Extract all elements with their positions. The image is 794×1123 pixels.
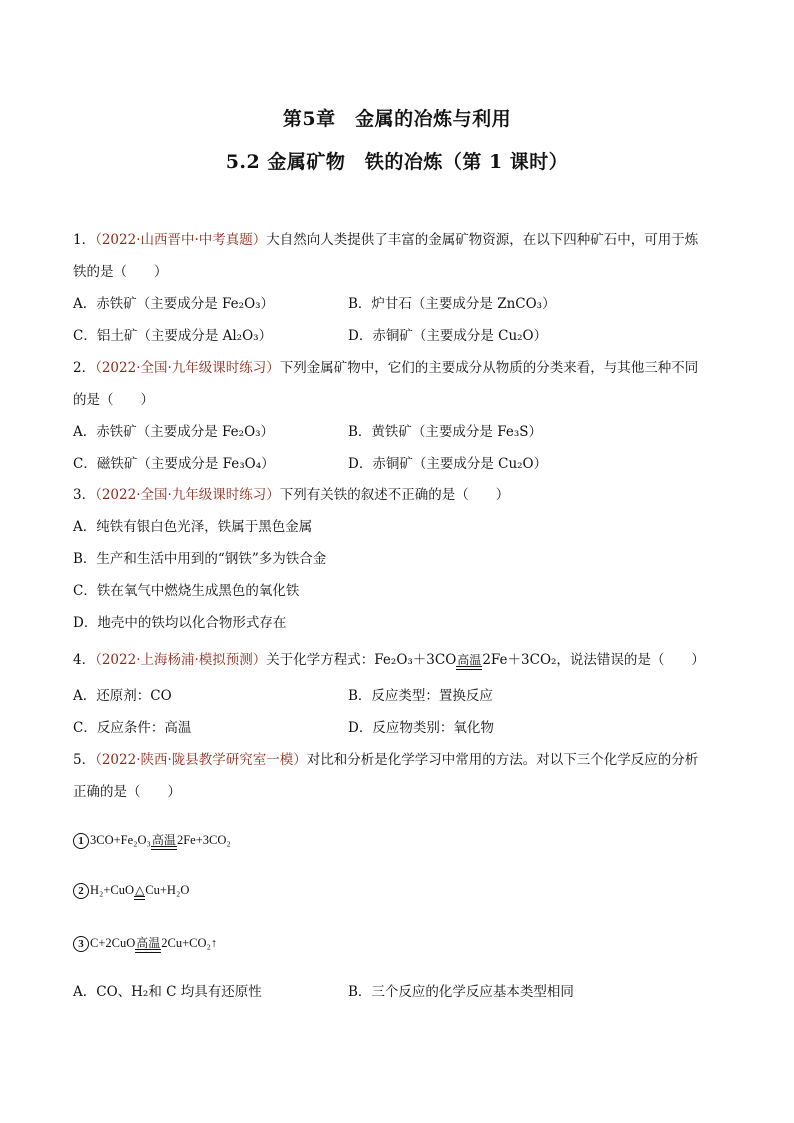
question-text: 下列有关铁的叙述不正确的是（ ） xyxy=(279,487,510,503)
option-d: D．地壳中的铁均以化合物形式存在 xyxy=(73,615,287,631)
reaction-condition: 高温 xyxy=(457,653,482,667)
question-source: （2022·全国·九年级课时练习） xyxy=(95,487,280,503)
reaction-condition: 高温 xyxy=(151,833,176,847)
reaction-1 xyxy=(73,830,231,850)
option-a: A．CO、H₂和 C 均具有还原性 xyxy=(73,984,262,1000)
question-source: （2022·山西晋中·中考真题） xyxy=(95,232,267,248)
option-c: C．反应条件：高温 xyxy=(73,720,192,736)
reaction-condition: △ xyxy=(135,883,145,897)
equation-reactants: 3CO+Fe₂O₃ xyxy=(90,833,151,847)
equation-arrow xyxy=(135,937,161,953)
reaction-2 xyxy=(73,880,189,900)
circled-number: 1 xyxy=(73,833,89,849)
option-c: C．铁在氧气中燃烧生成黑色的氧化铁 xyxy=(73,583,300,599)
question-2-cont: 的是（ ） xyxy=(73,392,154,408)
option-a: A．还原剂：CO xyxy=(73,688,172,704)
question-5-cont: 正确的是（ ） xyxy=(73,784,181,800)
option-b: B．炉甘石（主要成分是 ZnCO₃） xyxy=(348,296,556,312)
equation-arrow xyxy=(151,834,177,850)
question-2 xyxy=(73,358,698,378)
equation-arrow xyxy=(456,654,482,670)
circled-number: 2 xyxy=(73,883,89,899)
question-1 xyxy=(73,230,698,250)
option-d: D．反应物类别：氧化物 xyxy=(348,720,494,736)
reaction-condition: 高温 xyxy=(136,936,161,950)
question-number: 1． xyxy=(73,232,96,248)
option-c: C．铝土矿（主要成分是 Al₂O₃） xyxy=(73,328,273,344)
equation-reactants: 关于化学方程式：Fe₂O₃＋3CO xyxy=(266,652,457,668)
question-1-cont: 铁的是（ ） xyxy=(73,264,168,280)
equation-products: 2Fe+3CO₂ xyxy=(176,833,231,847)
question-text: 下列金属矿物中，它们的主要成分从物质的分类来看，与其他三种不同 xyxy=(279,360,699,376)
question-number: 4． xyxy=(73,652,96,668)
question-text: 对比和分析是化学学习中常用的方法。对以下三个化学反应的分析 xyxy=(306,752,699,768)
option-b: B．生产和生活中用到的“钢铁”多为铁合金 xyxy=(73,551,327,567)
question-number: 3． xyxy=(73,487,96,503)
question-number: 2． xyxy=(73,360,96,376)
option-a: A．纯铁有银白色光泽，铁属于黑色金属 xyxy=(73,519,313,535)
section-title: 5.2 金属矿物 铁的冶炼（第 1 课时） xyxy=(225,151,569,173)
question-number: 5． xyxy=(73,752,96,768)
option-d: D．赤铜矿（主要成分是 Cu₂O） xyxy=(348,456,548,472)
question-3 xyxy=(73,485,509,505)
equation-reactants: C+2CuO xyxy=(90,936,136,950)
equation-arrow xyxy=(134,884,145,900)
question-source: （2022·上海杨浦·模拟预测） xyxy=(95,652,267,668)
option-d: D．赤铜矿（主要成分是 Cu₂O） xyxy=(348,328,548,344)
chapter-title: 第5章 金属的冶炼与利用 xyxy=(282,108,512,130)
equation-products: Cu+H₂O xyxy=(145,883,190,897)
question-text: 大自然向人类提供了丰富的金属矿物资源，在以下四种矿石中，可用于炼 xyxy=(266,232,699,248)
option-b: B．反应类型：置换反应 xyxy=(348,688,493,704)
option-a: A．赤铁矿（主要成分是 Fe₂O₃） xyxy=(73,424,275,440)
circled-number: 3 xyxy=(73,936,89,952)
option-b: B．黄铁矿（主要成分是 Fe₃S） xyxy=(348,424,542,440)
option-c: C．磁铁矿（主要成分是 Fe₃O₄） xyxy=(73,456,275,472)
equation-products: 2Fe＋3CO₂，说法错误的是（ ） xyxy=(482,652,705,668)
option-a: A．赤铁矿（主要成分是 Fe₂O₃） xyxy=(73,296,275,312)
question-source: （2022·陕西·陇县教学研究室一模） xyxy=(95,752,307,768)
question-4 xyxy=(73,650,705,670)
reaction-3 xyxy=(73,933,217,953)
question-source: （2022·全国·九年级课时练习） xyxy=(95,360,280,376)
equation-reactants: H₂+CuO xyxy=(90,883,135,897)
option-b: B．三个反应的化学反应基本类型相同 xyxy=(348,984,574,1000)
question-5 xyxy=(73,750,698,770)
equation-products: 2Cu+CO₂↑ xyxy=(161,936,218,950)
